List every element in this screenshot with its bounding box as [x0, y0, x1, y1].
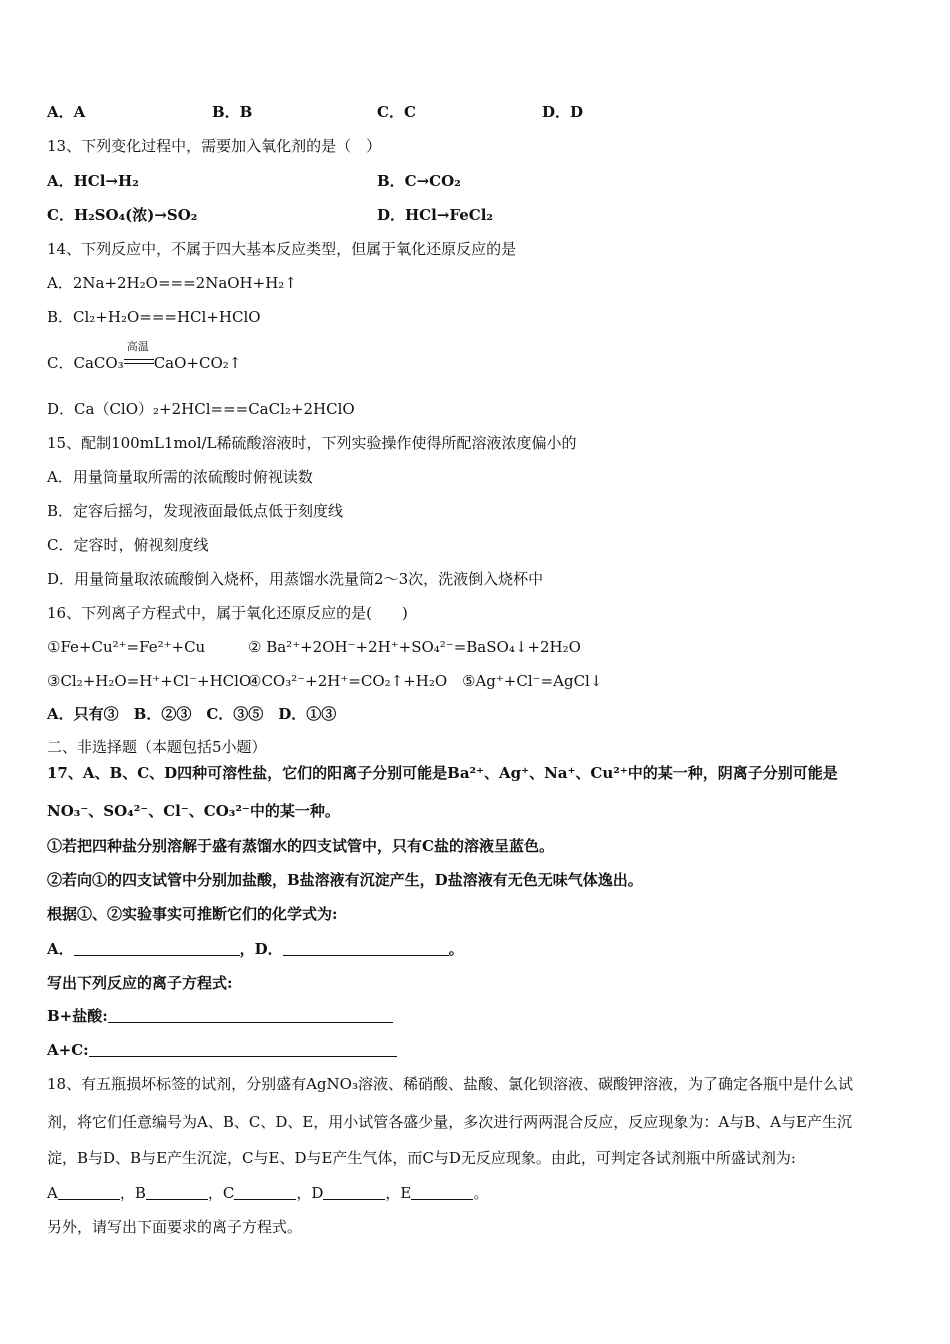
q13-stem: 13、下列变化过程中，需要加入氧化剂的是（ ） [47, 137, 382, 155]
q16-equation-4: ④CO₃²⁻+2H⁺=CO₂↑+H₂O [248, 672, 448, 690]
reaction-condition-label: 高温 [126, 340, 149, 353]
q15-option-a: A．用量筒量取所需的浓硫酸时俯视读数 [47, 468, 313, 486]
q12-option-d: D．D [542, 103, 584, 121]
q12-option-b: B．B [212, 103, 253, 121]
q18-line-1: 18、有五瓶损坏标签的试剂，分别盛有AgNO₃溶液、稀硝酸、盐酸、氯化钡溶液、碳酸钾溶液，为了确定各瓶中是什么试 [47, 1075, 853, 1093]
q12-option-c: C．C [377, 103, 416, 121]
q18-e-blank[interactable] [411, 1184, 473, 1200]
q17-b-hcl-label: B+盐酸: [47, 1007, 108, 1025]
q18-line-2: 剂，将它们任意编号为A、B、C、D、E，用小试管各盛少量，多次进行两两混合反应，反应现象为：A与B、A与E产生沉 [47, 1113, 852, 1131]
q18-fill-line [47, 1183, 488, 1203]
q14-option-c-product: CaO+CO₂↑ [153, 354, 242, 372]
q17-answer-line [47, 939, 464, 959]
q17-d-blank[interactable] [283, 940, 449, 956]
q18-line-5: 另外，请写出下面要求的离子方程式。 [47, 1218, 303, 1236]
q18-a-blank[interactable] [58, 1184, 120, 1200]
q18-d-blank[interactable] [323, 1184, 385, 1200]
q17-line-3: ①若把四种盐分别溶解于盛有蒸馏水的四支试管中，只有C盐的溶液呈蓝色。 [47, 837, 554, 855]
q13-option-a: A．HCl→H₂ [47, 172, 139, 190]
q17-a-blank[interactable] [74, 940, 240, 956]
q17-a-c-line [47, 1040, 397, 1060]
q18-c-blank[interactable] [234, 1184, 296, 1200]
q17-answer-end: 。 [448, 940, 464, 958]
q16-equation-2: ② Ba²⁺+2OH⁻+2H⁺+SO₄²⁻=BaSO₄↓+2H₂O [248, 638, 581, 656]
q13-option-d: D．HCl→FeCl₂ [377, 206, 493, 224]
q17-line-1: 17、A、B、C、D四种可溶性盐，它们的阳离子分别可能是Ba²⁺、Ag⁺、Na⁺、Cu²⁺中的某一种，阴离子分别可能是 [47, 764, 838, 782]
q14-option-a: A．2Na+2H₂O===2NaOH+H₂↑ [47, 274, 297, 292]
q17-a-c-blank[interactable] [89, 1041, 397, 1057]
q17-b-hcl-line [47, 1006, 393, 1026]
q14-option-b: B．Cl₂+H₂O===HCl+HClO [47, 308, 261, 326]
q17-line-2: NO₃⁻、SO₄²⁻、Cl⁻、CO₃²⁻中的某一种。 [47, 802, 340, 820]
q15-option-b: B．定容后摇匀，发现液面最低点低于刻度线 [47, 502, 344, 520]
q14-option-d: D．Ca（ClO）₂+2HCl===CaCl₂+2HClO [47, 400, 355, 418]
q18-d-label: ，D [296, 1184, 324, 1202]
q18-b-blank[interactable] [146, 1184, 208, 1200]
q16-equation-1: ①Fe+Cu²⁺=Fe²⁺+Cu [47, 638, 206, 656]
q18-c-label: ，C [207, 1184, 235, 1202]
q15-option-d: D．用量筒量取浓硫酸倒入烧杯，用蒸馏水洗量筒2～3次，洗液倒入烧杯中 [47, 570, 544, 588]
q17-line-5: 根据①、②实验事实可推断它们的化学式为: [47, 905, 338, 923]
q14-stem: 14、下列反应中，不属于四大基本反应类型，但属于氧化还原反应的是 [47, 240, 517, 258]
q18-e-label: ，E [385, 1184, 412, 1202]
q15-stem: 15、配制100mL1mol/L稀硫酸溶液时，下列实验操作使得所配溶液浓度偏小的 [47, 434, 577, 452]
section-heading: 二、非选择题（本题包括5小题） [47, 738, 267, 756]
q12-option-a: A．A [47, 103, 86, 121]
q16-equation-3: ③Cl₂+H₂O=H⁺+Cl⁻+HClO [47, 672, 252, 690]
q17-line-4: ②若向①的四支试管中分别加盐酸，B盐溶液有沉淀产生，D盐溶液有无色无味气体逸出。 [47, 871, 643, 889]
reaction-condition [124, 340, 154, 373]
q17-b-hcl-blank[interactable] [108, 1007, 393, 1023]
q18-fill-end: 。 [473, 1184, 489, 1202]
q18-b-label: ，B [119, 1184, 146, 1202]
q13-option-c: C．H₂SO₄(浓)→SO₂ [47, 206, 198, 224]
q18-a-label: A [47, 1184, 58, 1202]
q16-options: A．只有③ B．②③ C．③⑤ D．①③ [47, 705, 337, 723]
q17-line-7: 写出下列反应的离子方程式: [47, 974, 233, 992]
q15-option-c: C．定容时，俯视刻度线 [47, 536, 209, 554]
q14-option-c [47, 340, 242, 373]
q17-a-label: A． [47, 940, 74, 958]
q16-equation-5: ⑤Ag⁺+Cl⁻=AgCl↓ [462, 672, 603, 690]
q18-line-3: 淀，B与D、B与E产生沉淀，C与E、D与E产生气体，而C与D无反应现象。由此，可判定各试剂瓶中所盛试剂为: [47, 1149, 796, 1167]
q17-a-c-label: A+C: [47, 1041, 89, 1059]
q14-option-c-reactant: CaCO₃ [73, 354, 124, 372]
q16-stem: 16、下列离子方程式中，属于氧化还原反应的是( ) [47, 604, 408, 622]
q14-option-c-label: C． [47, 354, 74, 372]
q13-option-b: B．C→CO₂ [377, 172, 461, 190]
q17-d-label: ，D． [239, 940, 283, 958]
equals-sign [124, 359, 154, 364]
